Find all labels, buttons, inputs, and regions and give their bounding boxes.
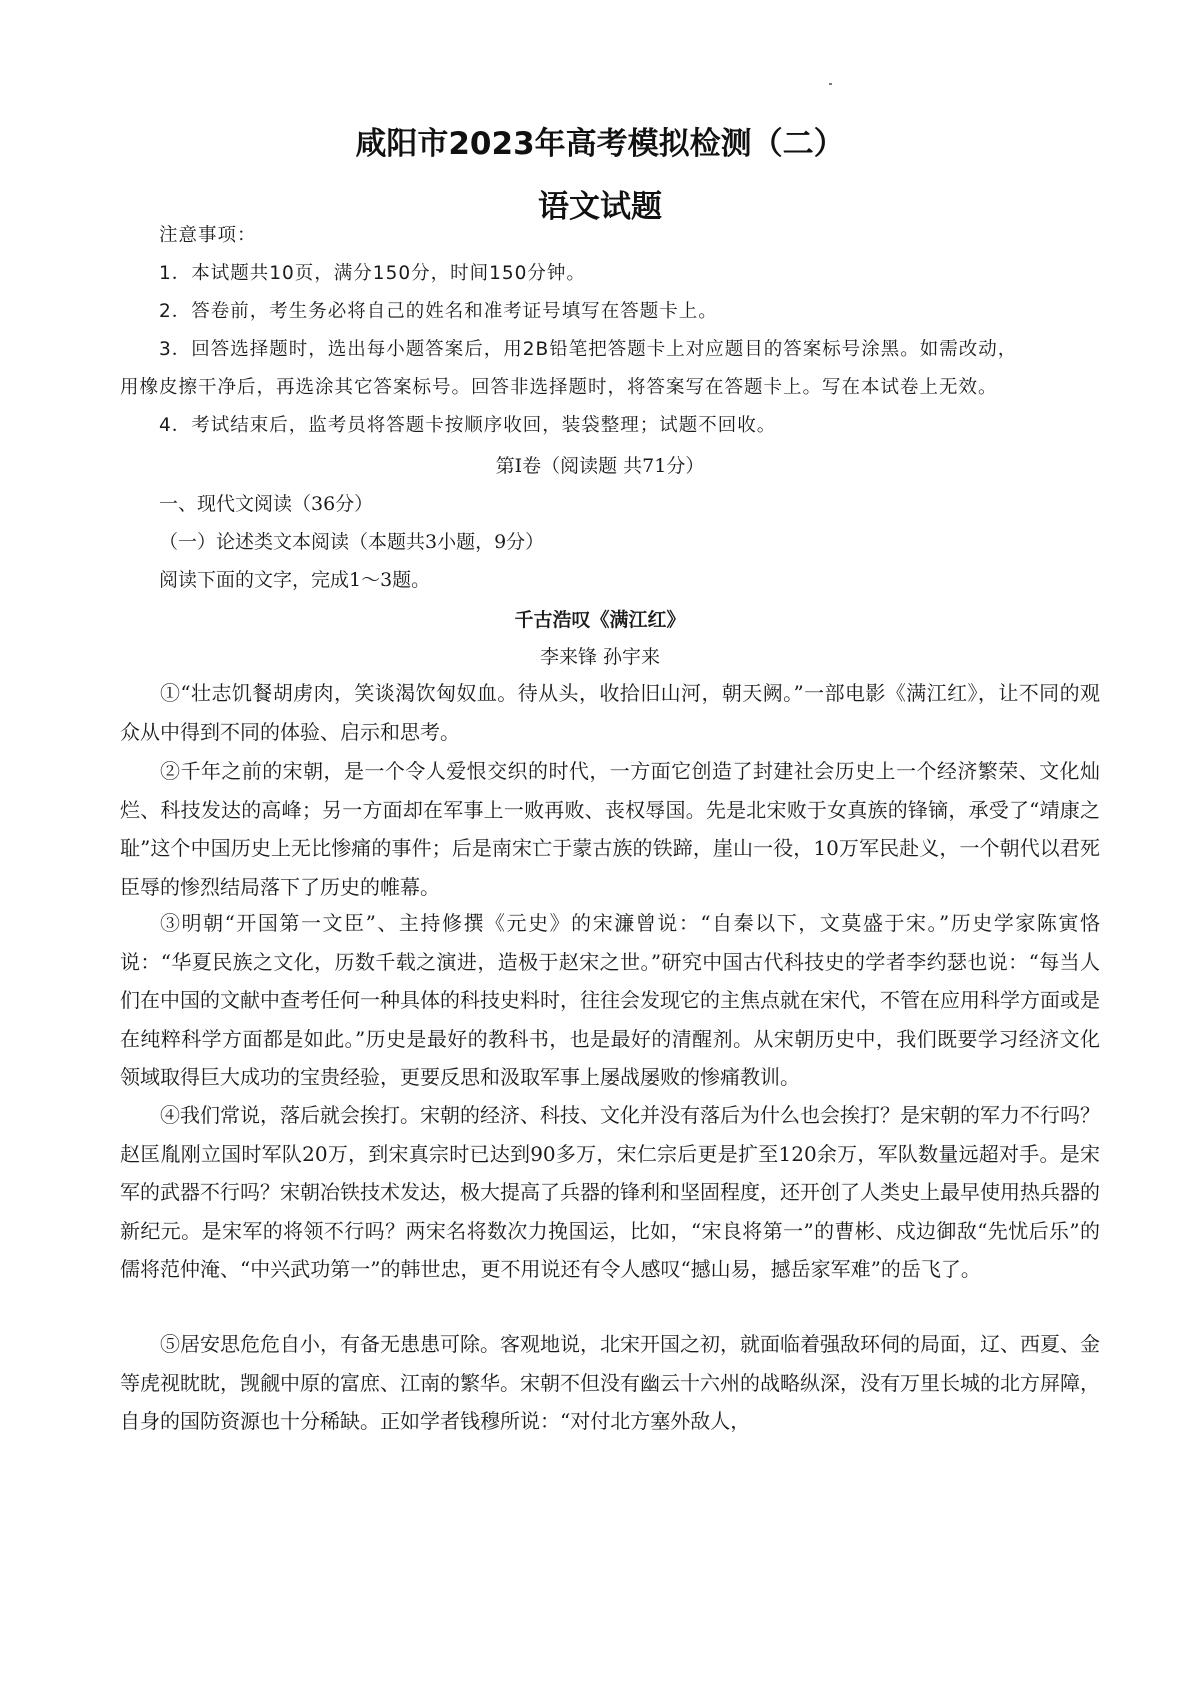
exam-subtitle: 语文试题 [538, 189, 662, 225]
subsection-heading: （一）论述类文本阅读（本题共3小题，9分） [159, 531, 545, 553]
note-item-3-line-1: 3．回答选择题时，选出每小题答案后，用2B铅笔把答题卡上对应题目的答案标号涂黑。如需改动， [159, 339, 1018, 360]
note-item-2: 2．答卷前，考生务必将自己的姓名和准考证号填写在答题卡上。 [159, 301, 718, 322]
note-item-4: 4．考试结束后，监考员将答题卡按顺序收回，装袋整理；试题不回收。 [159, 415, 777, 436]
paragraph-1: ①“壮志饥餐胡虏肉，笑谈渴饮匈奴血。待从头，收拾旧山河，朝天阙。”一部电影《满江红》，让不同的观众从中得到不同的体验、启示和思考。 [120, 681, 1100, 744]
volume-heading: 第I卷（阅读题 共71分） [495, 455, 705, 477]
article-authors: 李来锋 孙宇来 [539, 646, 661, 668]
note-item-1: 1．本试题共10页，满分150分，时间150分钟。 [159, 263, 586, 284]
paragraph-4: ④我们常说，落后就会挨打。宋朝的经济、科技、文化并没有落后为什么也会挨打？是宋朝的军力不行吗？赵匡胤刚立国时军队20万，到宋真宗时已达到90多万，宋仁宗后更是扩至120余万，军队数量远超对手。是宋军的武器不行吗？宋朝冶铁技术发达，极大提高了兵器的锋利和坚固程度，还开创了人类史上最早使用热兵器的新纪元。是宋军的将领不行吗？两宋名将数次力挽国运，比如，“宋良将第一”的曹彬、戍边御敌“先忧后乐”的儒将范仲淹、“中兴武功第一”的韩世忠，更不用说还有令人感叹“撼山易，撼岳家军难”的岳飞了。 [120, 1103, 1100, 1282]
part-heading: 一、现代文阅读（36分） [159, 493, 374, 515]
notes-heading: 注意事项： [159, 225, 257, 246]
paragraph-5: ⑤居安思危危自小，有备无患患可除。客观地说，北宋开国之初，就面临着强敌环伺的局面，辽、西夏、金等虎视眈眈，觊觎中原的富庶、江南的繁华。宋朝不但没有幽云十六州的战略纵深，没有万里长城的北方屏障，自身的国防资源也十分稀缺。正如学者钱穆所说：“对付北方塞外敌人， [120, 1332, 1100, 1434]
article-title: 千古浩叹《满江红》 [514, 609, 686, 631]
paragraph-3: ③明朝“开国第一文臣”、主持修撰《元史》的宋濂曾说：“自秦以下，文莫盛于宋。”历史学家陈寅恪说：“华夏民族之文化，历数千载之演进，造极于赵宋之世。”研究中国古代科技史的学者李约瑟也说：“每当人们在中国的文献中查考任何一种具体的科技史料时，往往会发现它的主焦点就在宋代，不管在应用科学方面或是在纯粹科学方面都是如此。”历史是最好的教科书，也是最好的清醒剂。从宋朝历史中，我们既要学习经济文化领域取得巨大成功的宝贵经验，更要反思和汲取军事上屡战屡败的惨痛教训。 [120, 911, 1100, 1090]
paragraph-2: ②千年之前的宋朝，是一个令人爱恨交织的时代，一方面它创造了封建社会历史上一个经济繁荣、文化灿烂、科技发达的高峰；另一方面却在军事上一败再败、丧权辱国。先是北宋败于女真族的锋镝，承受了“靖康之耻”这个中国历史上无比惨痛的事件；后是南宋亡于蒙古族的铁蹄，崖山一役，10万军民赴义，一个朝代以君死臣辱的惨烈结局落下了历史的帷幕。 [120, 759, 1100, 899]
exam-title: 咸阳市2023年高考模拟检测（二） [355, 126, 845, 162]
scan-mark [829, 83, 832, 85]
reading-instruction: 阅读下面的文字，完成1～3题。 [159, 569, 431, 591]
note-item-3-line-2: 用橡皮擦干净后，再选涂其它答案标号。回答非选择题时，将答案写在答题卡上。写在本试卷上无效。 [120, 377, 998, 398]
